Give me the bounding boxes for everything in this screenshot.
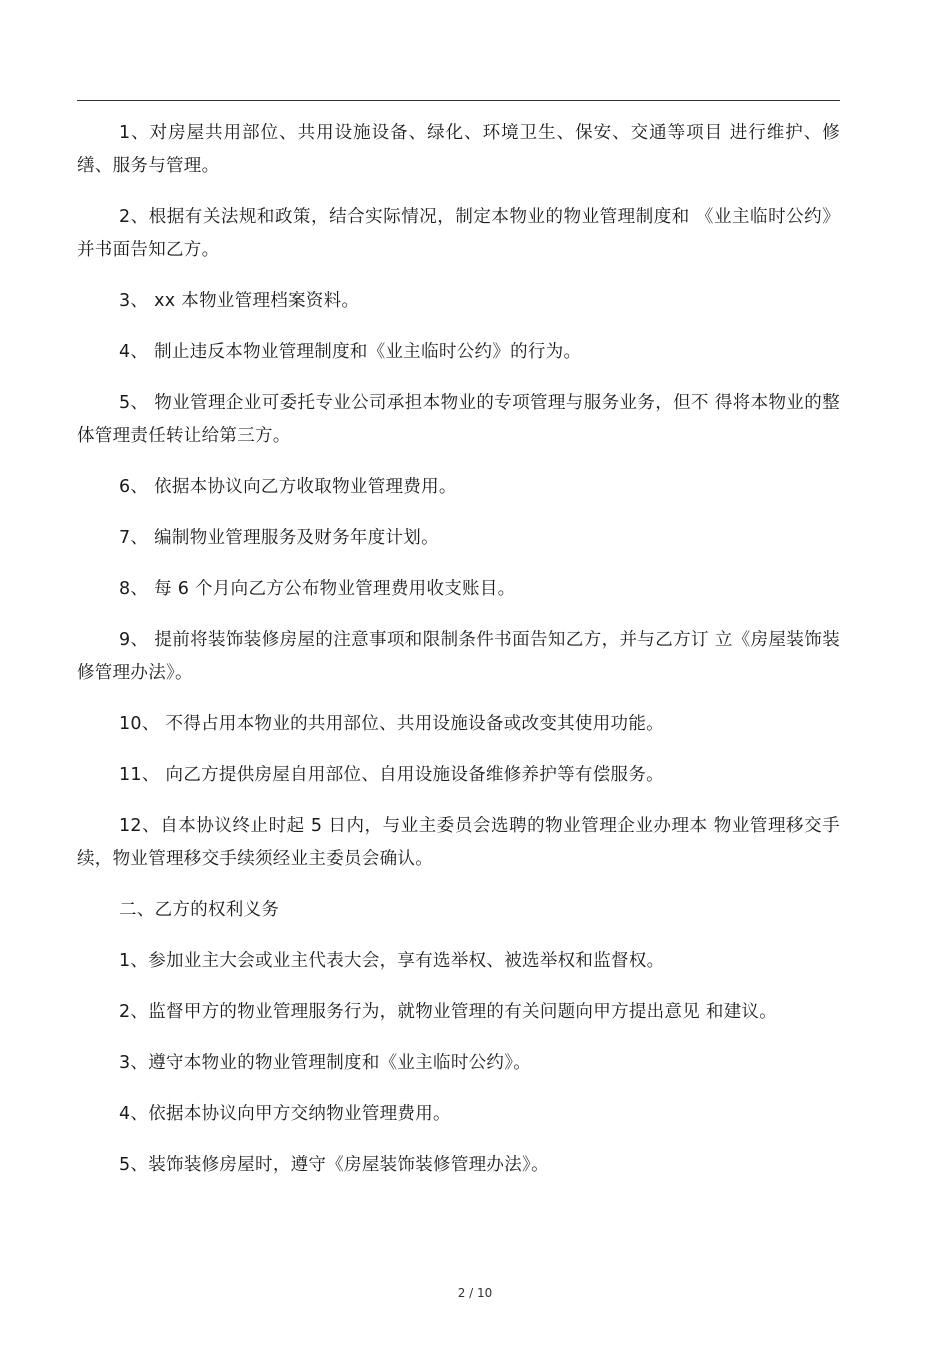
clause-2: 2、根据有关法规和政策，结合实际情况，制定本物业的物业管理制度和 《业主临时公约》并书面告知乙方。 — [77, 207, 840, 260]
clause-5: 5、 物业管理企业可委托专业公司承担本物业的专项管理与服务业务，但不 得将本物业的整体管理责任转让给第三方。 — [77, 393, 840, 446]
clause-7: 7、 编制物业管理服务及财务年度计划。 — [119, 528, 439, 548]
section-heading-party-b: 二、乙方的权利义务 — [119, 900, 280, 920]
party-b-clause-4: 4、依据本协议向甲方交纳物业管理费用。 — [119, 1104, 451, 1124]
clause-9: 9、 提前将装饰装修房屋的注意事项和限制条件书面告知乙方，并与乙方订 立《房屋装饰装修管理办法》。 — [77, 630, 840, 683]
clause-11: 11、 向乙方提供房屋自用部位、自用设施设备维修养护等有偿服务。 — [119, 765, 664, 785]
party-b-clause-1: 1、参加业主大会或业主代表大会，享有选举权、被选举权和监督权。 — [119, 951, 665, 971]
header-rule — [77, 100, 840, 101]
party-b-clause-3: 3、遵守本物业的物业管理制度和《业主临时公约》。 — [119, 1053, 532, 1073]
document-body — [77, 117, 840, 1200]
clause-12: 12、自本协议终止时起 5 日内，与业主委员会选聘的物业管理企业办理本 物业管理移交手续，物业管理移交手续须经业主委员会确认。 — [77, 816, 840, 869]
clause-6: 6、 依据本协议向乙方收取物业管理费用。 — [119, 477, 457, 497]
page-number: 2 / 10 — [457, 1286, 493, 1300]
clause-4: 4、 制止违反本物业管理制度和《业主临时公约》的行为。 — [119, 342, 582, 362]
party-b-clause-2: 2、监督甲方的物业管理服务行为，就物业管理的有关问题向甲方提出意见 和建议。 — [119, 1002, 778, 1022]
party-b-clause-5: 5、装饰装修房屋时，遵守《房屋装饰装修管理办法》。 — [119, 1155, 549, 1175]
clause-10: 10、 不得占用本物业的共用部位、共用设施设备或改变其使用功能。 — [119, 714, 664, 734]
clause-1: 1、对房屋共用部位、共用设施设备、绿化、环境卫生、保安、交通等项目 进行维护、修缮、服务与管理。 — [77, 123, 840, 176]
clause-8: 8、 每 6 个月向乙方公布物业管理费用收支账目。 — [119, 579, 516, 599]
clause-3: 3、 xx 本物业管理档案资料。 — [119, 291, 360, 311]
